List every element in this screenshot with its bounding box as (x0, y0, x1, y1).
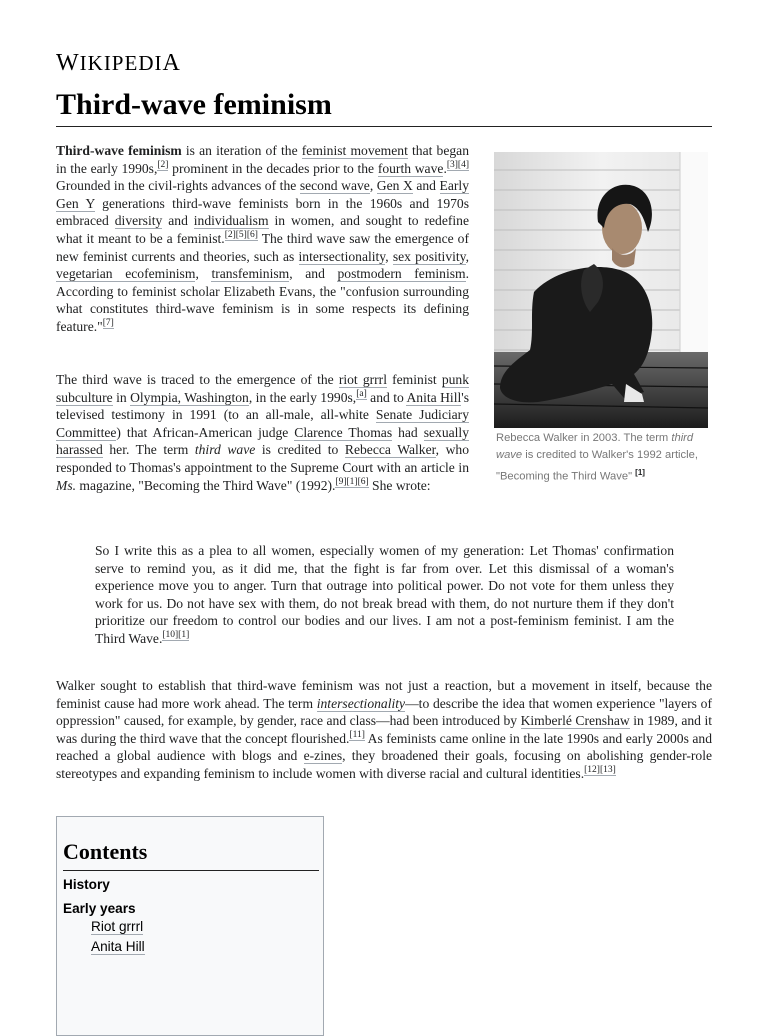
text-run: 's televised testimony in 1991 (to an all-male, all-white (56, 389, 470, 423)
citation-link[interactable]: [a] (356, 389, 367, 400)
text-run: ) that African-American judge (116, 424, 295, 440)
caption-link-rebecca-walker[interactable]: Rebecca Walker (496, 432, 578, 444)
toc-item-history[interactable]: History (63, 877, 110, 892)
citation-link[interactable]: [2] (157, 160, 169, 171)
caption-reference[interactable]: [1] (635, 468, 645, 477)
citation-reference[interactable] (584, 765, 616, 776)
wiki-link[interactable]: intersectionality (316, 695, 406, 711)
text-run: in women, and sought to redefine what it meant to be a feminist. (56, 213, 469, 246)
citation-reference[interactable] (157, 160, 168, 171)
text-run: prominent in the decades prior to the (168, 160, 378, 176)
text-run: , and (289, 266, 338, 282)
page-title: Third-wave feminism (56, 88, 332, 121)
citation-link[interactable]: [7] (102, 318, 114, 329)
wiki-link[interactable]: transfeminism (211, 266, 290, 282)
text-run: , (385, 248, 393, 264)
text-run: The third wave saw the emergence of new feminist currents and theories, such as (56, 230, 469, 264)
text-run: magazine, "Becoming the Third Wave" (1992). (76, 477, 336, 493)
wiki-link[interactable]: Anita Hill (406, 389, 462, 405)
text-run: that began in the early 1990s, (56, 143, 470, 176)
logo-letters: IKIPEDI (79, 51, 163, 75)
citation-reference[interactable] (447, 160, 469, 171)
text-run: The third wave is traced to the emergence of the (56, 372, 339, 387)
text-run: Grounded in the civil-rights advances of the (56, 178, 300, 194)
bold-term: Third-wave feminism (56, 143, 182, 158)
blockquote (95, 542, 674, 648)
wiki-link[interactable]: vegetarian ecofeminism (56, 266, 196, 282)
wiki-link[interactable]: e-zines (303, 748, 343, 764)
toc-item-riot-grrrl[interactable]: Riot grrrl (91, 919, 144, 934)
text-run: is an iteration of the (181, 143, 302, 158)
citation-link[interactable]: [9][1][6] (335, 477, 369, 488)
wiki-link[interactable]: Kimberlé Crenshaw (520, 713, 630, 729)
italic-text: third wave (194, 442, 256, 458)
text-run: had (392, 424, 424, 440)
citation-link[interactable]: [11] (349, 730, 365, 741)
text-run: her. The term (102, 442, 195, 458)
text-run: in (112, 389, 131, 405)
text-run: So I write this as a plea to all women, especially women of my generation: Let Thomas' confirmation serve to remind you, as it did me, that the fight is far from over. Let this dismissal of a woman's experience move you to anger. Turn that outrage into political power. Do not vote for them unless they work for us. Do not have sex with them, do not break bread with them, do not nurture them if they don't prioritize our freedom to control our bodies and our lives. I am not a post-feminism feminist. I am the Third Wave. (95, 543, 674, 646)
wiki-link[interactable]: Senate Judiciary Committee (56, 407, 469, 440)
text-run: As feminists came online in the late 1990s and early 2000s and reached a global audience with blogs and (56, 730, 713, 764)
toc-title: Contents (63, 839, 148, 864)
wiki-link[interactable]: second wave (299, 178, 370, 194)
text-run: . According to feminist scholar Elizabeth Evans, the "confusion surrounding what constitutes third-wave feminism is in some respects its defining feature." (56, 266, 470, 334)
toc-divider (63, 870, 319, 871)
citation-reference[interactable] (335, 477, 368, 488)
rebecca-walker-photo[interactable] (494, 152, 708, 428)
wiki-link[interactable]: feminist movement (301, 143, 408, 158)
caption-text-rest: is credited to Walker's 1992 article, "Becoming the Third Wave" (496, 449, 698, 483)
text-run: , (195, 266, 212, 282)
caption-italic: third wave (496, 432, 694, 461)
text-run: , (465, 248, 469, 264)
wiki-link[interactable]: diversity (114, 213, 163, 229)
citation-reference[interactable] (349, 730, 364, 741)
wiki-link[interactable]: Early Gen Y (56, 178, 469, 211)
text-run: in 1989, and it was during the third wave that the concept flourished. (56, 713, 712, 746)
infobox-figure (494, 152, 708, 486)
citation-link[interactable]: [2][5][6] (224, 230, 258, 241)
figure-caption (494, 430, 708, 486)
wiki-link[interactable]: Rebecca Walker (344, 442, 436, 458)
text-run: . (443, 160, 447, 176)
wiki-link[interactable]: riot grrrl (338, 372, 387, 387)
title-divider (56, 126, 712, 127)
text-run: , in the early 1990s, (248, 389, 357, 405)
citation-link[interactable]: [10][1] (162, 630, 190, 641)
wiki-link[interactable]: Olympia, Washington (130, 389, 249, 405)
wiki-link[interactable]: sex positivity (392, 248, 466, 264)
text-run: She wrote: (368, 477, 431, 493)
logo-letter-a: A (162, 50, 181, 76)
citation-reference[interactable] (103, 318, 114, 329)
text-run: , they broadened their goals, focusing on abolishing gender-role stereotypes and expanding feminism to include women with diverse racial and cultural identities. (56, 748, 713, 781)
text-run: and to (366, 389, 407, 405)
toc-item-anita-hill[interactable]: Anita Hill (91, 939, 145, 954)
citation-reference[interactable] (356, 389, 367, 400)
citation-link[interactable]: [3][4] (446, 160, 469, 171)
toc-item-early-years[interactable]: Early years (63, 901, 136, 916)
text-run: , (369, 178, 377, 194)
text-run: Walker sought to establish that third-wave feminism was not just a reaction, but a movement in itself, because the feminist cause had more work ahead. The term (56, 678, 712, 711)
wiki-link[interactable]: fourth wave (377, 160, 444, 176)
wiki-link[interactable]: Clarence Thomas (294, 424, 393, 440)
logo-letter-w: W (56, 50, 80, 76)
caption-text: in 2003. The term (577, 432, 672, 444)
citation-link[interactable]: [12][13] (584, 765, 616, 776)
wiki-link[interactable]: punk subculture (56, 372, 469, 405)
wiki-link[interactable]: postmodern feminism (337, 266, 466, 282)
italic-text: Ms. (56, 477, 77, 493)
citation-reference[interactable] (225, 230, 258, 241)
text-run: and (162, 213, 194, 229)
text-run: , who responded to Thomas's appointment to the Supreme Court with an article in (56, 442, 469, 475)
wiki-link[interactable]: Gen X (376, 178, 413, 194)
text-run: feminist (386, 372, 442, 387)
table-of-contents (56, 816, 324, 1036)
citation-reference[interactable] (162, 630, 189, 641)
wiki-link[interactable]: intersectionality (298, 248, 386, 264)
text-run: —to describe the idea that women experience "layers of oppression" caused, for example, by gender, race and class—had been introduced by (56, 695, 712, 729)
text-run: is credited to (255, 442, 345, 458)
intro-paragraph (56, 142, 469, 336)
history-paragraph (56, 371, 469, 494)
text-run: generations third-wave feminists born in the 1960s and 1970s embraced (56, 195, 469, 229)
wikipedia-logo[interactable] (56, 50, 181, 77)
text-run: and (412, 178, 440, 194)
intersectionality-paragraph (56, 677, 712, 783)
wiki-link[interactable]: individualism (193, 213, 269, 229)
wiki-link[interactable]: sexually harassed (56, 424, 470, 458)
